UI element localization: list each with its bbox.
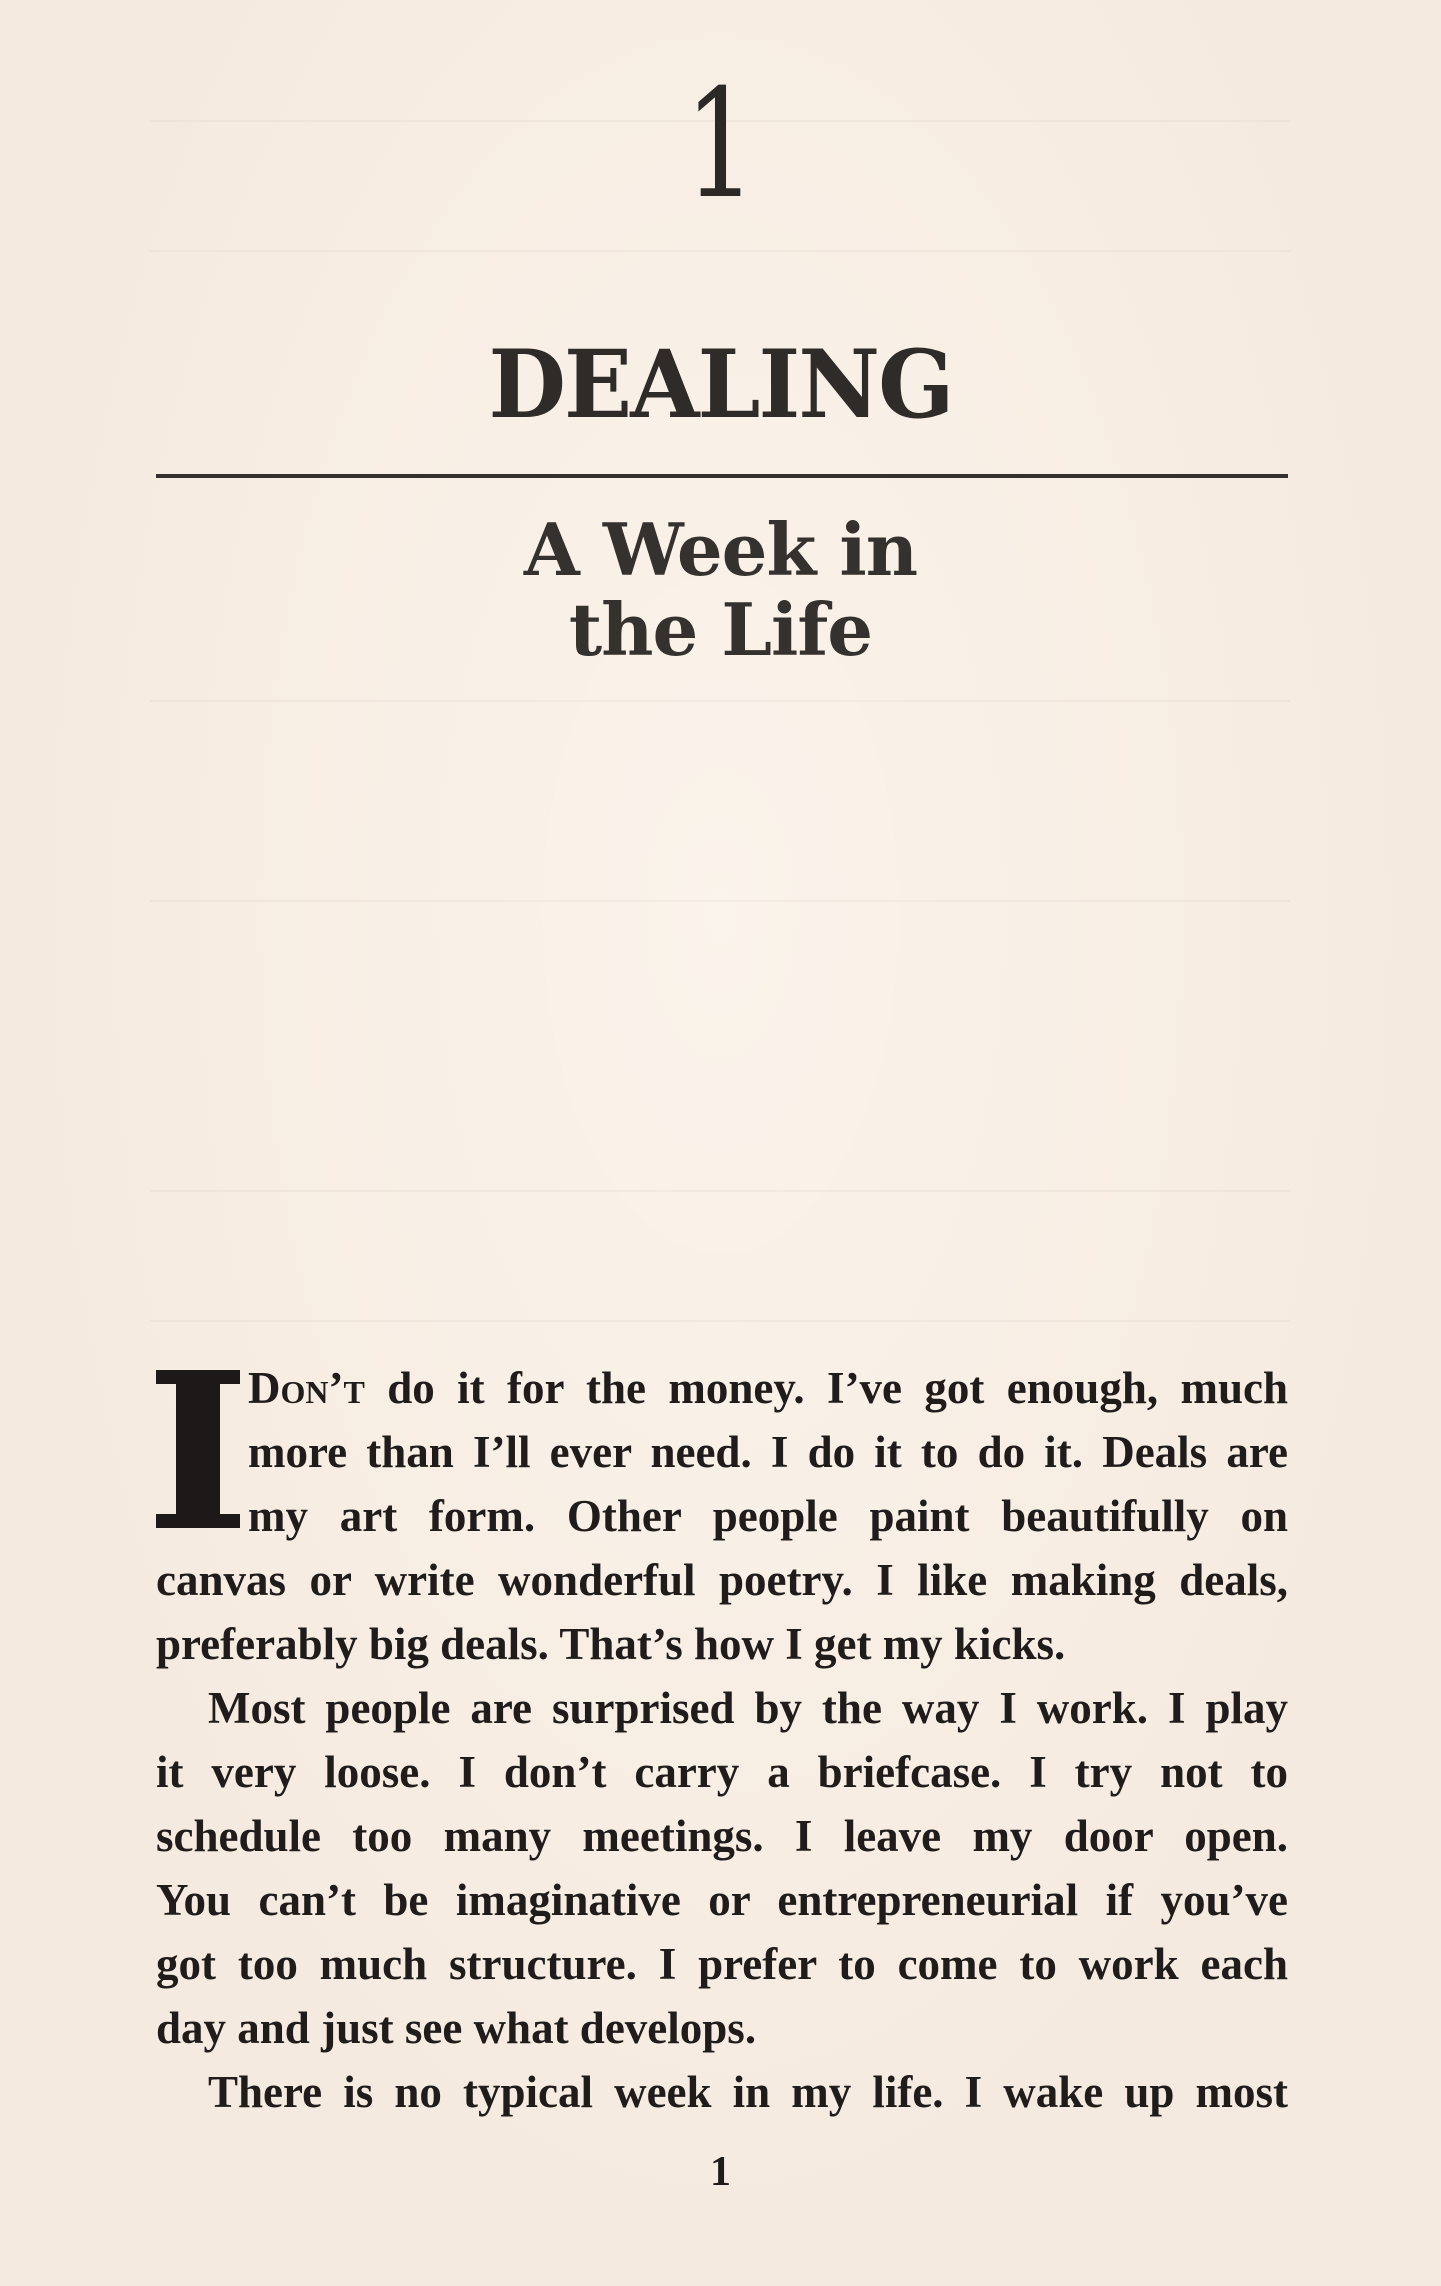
text-line: You can’t be imaginative or entrepreneurial if you’ve xyxy=(156,1875,1288,1925)
title-divider xyxy=(156,474,1288,478)
text-line: schedule too many meetings. I leave my door open. xyxy=(156,1811,1288,1861)
text-line: more than I’ll ever need. I do it to do it. Deals are xyxy=(248,1427,1288,1477)
chapter-number: 1 xyxy=(684,58,757,232)
small-caps-lead: Don’t xyxy=(248,1363,365,1413)
text-line: it very loose. I don’t carry a briefcase. I try not to xyxy=(156,1747,1288,1797)
chapter-title: DEALING xyxy=(488,330,953,440)
text-line: preferably big deals. That’s how I get my kicks. xyxy=(156,1619,1066,1669)
text-line: There is no typical week in my life. I wake up most xyxy=(208,2067,1288,2117)
text-line: got too much structure. I prefer to come to work each xyxy=(156,1939,1288,1989)
page-number: 1 xyxy=(710,2149,731,2195)
text-line: my art form. Other people paint beautifully on xyxy=(248,1491,1288,1541)
text-line: canvas or write wonderful poetry. I like making deals, xyxy=(156,1555,1288,1605)
subtitle-line-1: A Week in xyxy=(523,507,918,592)
chapter-subtitle xyxy=(0,507,1441,672)
text-line: Don’t do it for the money. I’ve got enough, much xyxy=(248,1363,1288,1413)
subtitle-line-2: the Life xyxy=(568,587,873,672)
body-text xyxy=(156,1356,1288,2124)
text-line: Most people are surprised by the way I work. I play xyxy=(208,1683,1288,1733)
text-line: day and just see what develops. xyxy=(156,2003,757,2053)
